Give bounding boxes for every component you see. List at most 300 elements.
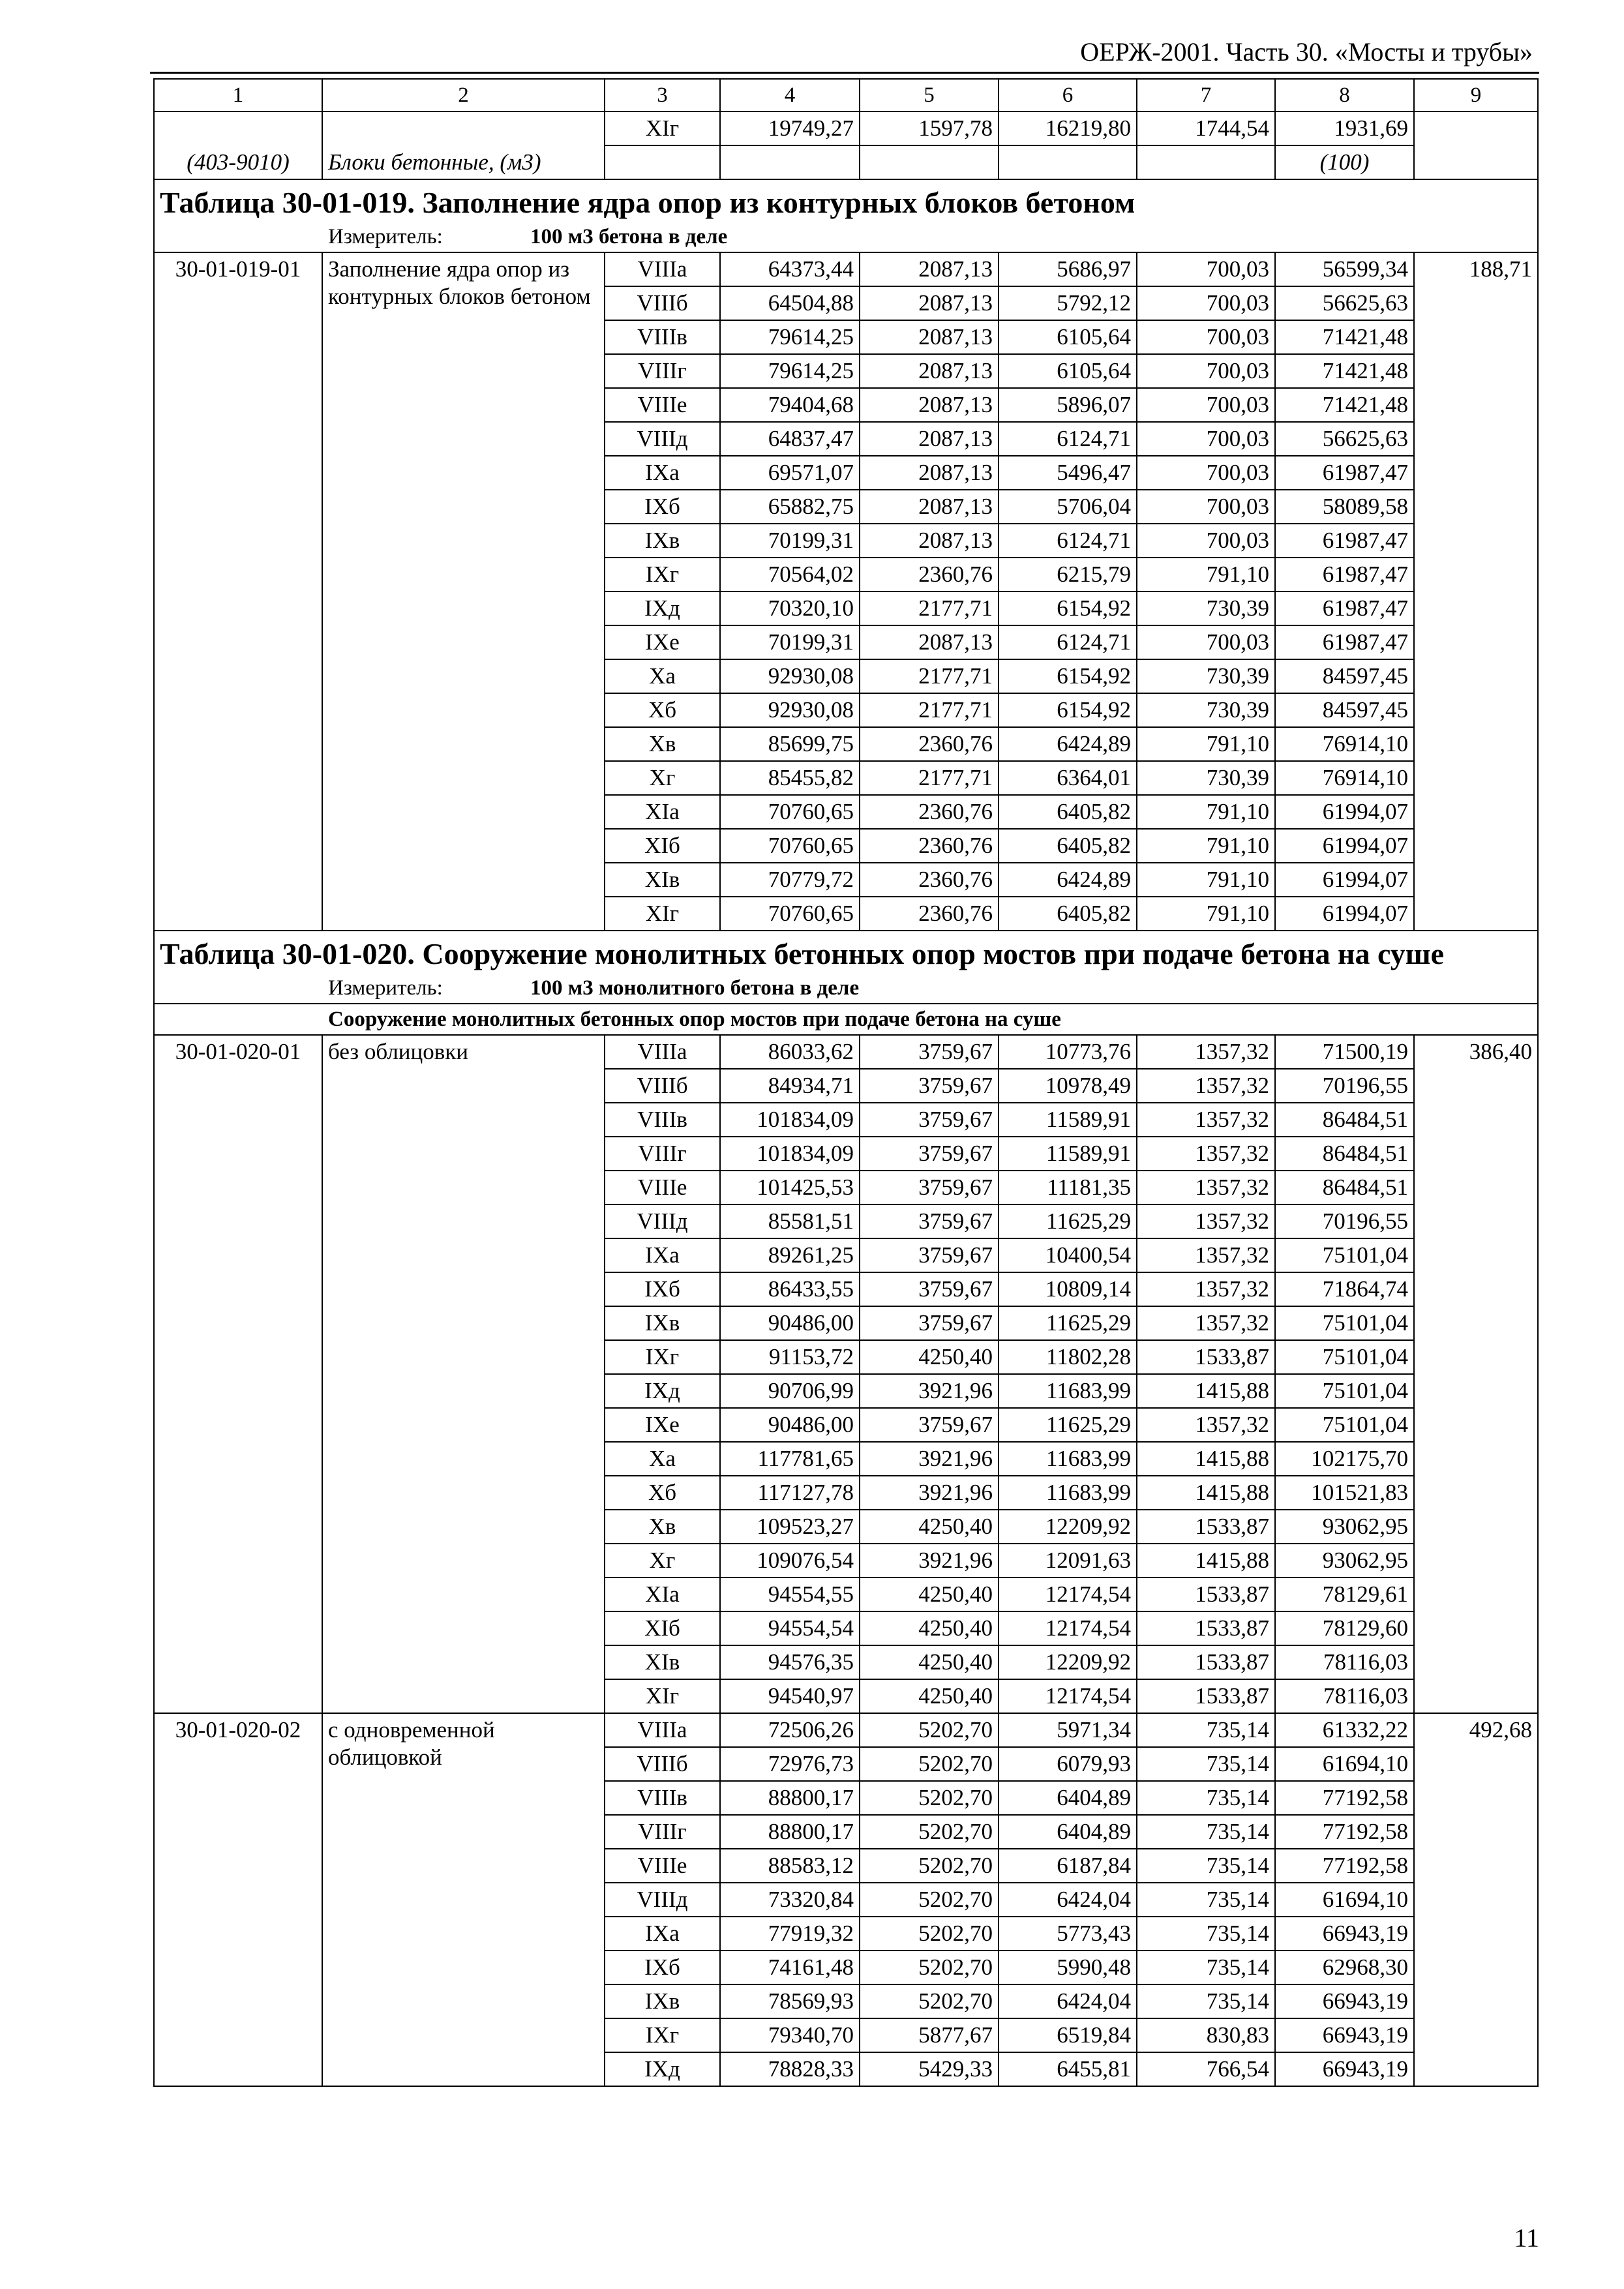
value-cell: 101834,09 [720,1137,860,1171]
value-cell: 77919,32 [720,1917,860,1951]
value-cell: 62968,30 [1275,1951,1414,1984]
value-cell: 5429,33 [860,2052,999,2086]
value-cell: 6519,84 [999,2018,1137,2052]
unit-row [154,973,1538,1004]
table-title-row [154,179,1538,222]
value-cell: 61987,47 [1275,456,1414,490]
value-cell: 766,54 [1137,2052,1275,2086]
value-cell: 830,83 [1137,2018,1275,2052]
value-cell: 10400,54 [999,1238,1137,1272]
value-cell: 791,10 [1137,897,1275,931]
zone-cell: VIIIв [605,1103,720,1137]
column-number: 7 [1137,79,1275,112]
value-cell: 61994,07 [1275,863,1414,897]
value-cell: 735,14 [1137,1883,1275,1917]
value-cell: 3759,67 [860,1204,999,1238]
value-cell: 6124,71 [999,625,1137,659]
column-9-cell: 386,40 [1414,1035,1538,1713]
value-cell: 5896,07 [999,388,1137,422]
value-cell: 77192,58 [1275,1815,1414,1849]
value-cell: 3759,67 [860,1238,999,1272]
value-cell: 70199,31 [720,625,860,659]
value-cell: 700,03 [1137,422,1275,456]
value-cell: 66943,19 [1275,1984,1414,2018]
value-cell: 6215,79 [999,558,1137,591]
value-cell: 735,14 [1137,1917,1275,1951]
value-cell: 10978,49 [999,1069,1137,1103]
value-cell: 102175,70 [1275,1442,1414,1476]
value-cell: 730,39 [1137,693,1275,727]
value-cell: 700,03 [1137,490,1275,524]
value-cell: 61694,10 [1275,1747,1414,1781]
value-cell: 3759,67 [860,1272,999,1306]
zone-cell: Xа [605,1442,720,1476]
value-cell: 66943,19 [1275,2052,1414,2086]
unit-line [154,973,1538,1004]
page-number: 11 [1514,2223,1539,2252]
value-cell: 791,10 [1137,727,1275,761]
zone-cell: Xв [605,727,720,761]
value-cell: 75101,04 [1275,1238,1414,1272]
value-cell: 3921,96 [860,1476,999,1510]
value-cell: 56625,63 [1275,286,1414,320]
zone-cell: Xг [605,761,720,795]
value-cell: 2360,76 [860,795,999,829]
zone-cell: IXа [605,456,720,490]
value-cell: 61994,07 [1275,829,1414,863]
value-cell: 70196,55 [1275,1069,1414,1103]
value-cell: 6154,92 [999,693,1137,727]
value-cell: 73320,84 [720,1883,860,1917]
unit-value: 100 м3 бетона в деле [530,225,728,248]
value-cell: 791,10 [1137,829,1275,863]
value-cell: 79404,68 [720,388,860,422]
value-cell: 5202,70 [860,1781,999,1815]
value-cell: 700,03 [1137,524,1275,558]
value-cell: 4250,40 [860,1510,999,1544]
value-cell: 735,14 [1137,1984,1275,2018]
zone-cell: Xб [605,693,720,727]
value-cell: 6105,64 [999,320,1137,354]
value-cell: 90706,99 [720,1374,860,1408]
value-cell: 66943,19 [1275,1917,1414,1951]
value-cell: 88800,17 [720,1815,860,1849]
zone-cell: Xа [605,659,720,693]
zone-cell: VIIIв [605,320,720,354]
value-cell: 1744,54 [1137,112,1275,145]
zone-cell: IXв [605,1984,720,2018]
value-cell: 1533,87 [1137,1679,1275,1713]
value-cell: 109523,27 [720,1510,860,1544]
zone-cell: VIIIд [605,422,720,456]
zone-cell: XIб [605,1611,720,1645]
value-cell: 76914,10 [1275,727,1414,761]
zone-cell: IXг [605,2018,720,2052]
value-cell: 84934,71 [720,1069,860,1103]
rate-name: Заполнение ядра опор из контурных блоков бетоном [322,252,605,931]
value-cell: 1357,32 [1137,1103,1275,1137]
value-cell: 4250,40 [860,1679,999,1713]
value-cell: 700,03 [1137,625,1275,659]
value-cell: 11625,29 [999,1204,1137,1238]
value-cell: 90486,00 [720,1408,860,1442]
value-cell: 12091,63 [999,1544,1137,1578]
value-cell: 3759,67 [860,1306,999,1340]
value-cell: 3759,67 [860,1103,999,1137]
column-number: 3 [605,79,720,112]
value-cell: 5706,04 [999,490,1137,524]
value-cell: 78116,03 [1275,1645,1414,1679]
value-cell: 76914,10 [1275,761,1414,795]
column-number: 9 [1414,79,1538,112]
value-cell: 74161,48 [720,1951,860,1984]
table-title: Таблица 30-01-020. Сооружение монолитных бетонных опор мостов при подаче бетона на суше [154,931,1538,973]
zone-cell: IXа [605,1917,720,1951]
value-cell: 5496,47 [999,456,1137,490]
table-row [154,112,1538,145]
zone-cell: XIв [605,1645,720,1679]
value-cell: 1357,32 [1137,1272,1275,1306]
value-cell: 4250,40 [860,1578,999,1611]
zone-cell: VIIIе [605,1849,720,1883]
value-cell: 78129,61 [1275,1578,1414,1611]
zone-cell: VIIIг [605,1815,720,1849]
value-cell: 70760,65 [720,829,860,863]
zone-cell: VIIIб [605,1747,720,1781]
value-cell: 6424,89 [999,727,1137,761]
zone-cell: XIг [605,1679,720,1713]
zone-cell: XIа [605,1578,720,1611]
value-cell: 6364,01 [999,761,1137,795]
value-cell: 1415,88 [1137,1442,1275,1476]
value-cell: 90486,00 [720,1306,860,1340]
unit-label: Измеритель: [328,225,443,248]
value-cell: 85455,82 [720,761,860,795]
value-cell: 58089,58 [1275,490,1414,524]
zone-cell: IXе [605,625,720,659]
value-cell: 72976,73 [720,1747,860,1781]
value-cell: 79614,25 [720,354,860,388]
zone-cell: IXд [605,2052,720,2086]
value-cell: 101521,83 [1275,1476,1414,1510]
value-cell: 70199,31 [720,524,860,558]
unit-row [154,222,1538,252]
value-cell: 70779,72 [720,863,860,897]
value-cell: 2177,71 [860,659,999,693]
unit-line [154,222,1538,252]
value-cell: 1597,78 [860,112,999,145]
value-cell: 11625,29 [999,1408,1137,1442]
value-cell: 78116,03 [1275,1679,1414,1713]
column-numbers-row [154,79,1538,112]
zone-cell: XIг [605,897,720,931]
value-cell: 70760,65 [720,897,860,931]
value-cell: 5202,70 [860,1951,999,1984]
value-cell: 2087,13 [860,320,999,354]
empty-cell [860,145,999,179]
value-cell: 4250,40 [860,1645,999,1679]
value-cell: 61987,47 [1275,558,1414,591]
unit-label: Измеритель: [328,976,443,1000]
value-cell: 117781,65 [720,1442,860,1476]
zone-cell: VIIIа [605,252,720,286]
value-cell: 92930,08 [720,659,860,693]
value-cell: 70196,55 [1275,1204,1414,1238]
value-cell: 700,03 [1137,286,1275,320]
value-cell: 71864,74 [1275,1272,1414,1306]
value-cell: 1415,88 [1137,1374,1275,1408]
value-cell: 2360,76 [860,829,999,863]
value-cell: 79340,70 [720,2018,860,2052]
section-row [154,1004,1538,1035]
value-cell: 70760,65 [720,795,860,829]
value-cell: 1415,88 [1137,1476,1275,1510]
value-cell: 735,14 [1137,1951,1275,1984]
value-cell: 64373,44 [720,252,860,286]
value-cell: 11683,99 [999,1476,1137,1510]
table-title: Таблица 30-01-019. Заполнение ядра опор из контурных блоков бетоном [154,179,1538,222]
value-cell: 109076,54 [720,1544,860,1578]
value-cell: 5202,70 [860,1849,999,1883]
value-cell: 3921,96 [860,1544,999,1578]
value-cell: 12209,92 [999,1645,1137,1679]
rate-name: без облицовки [322,1035,605,1713]
value-cell: 61994,07 [1275,897,1414,931]
value-cell: 85699,75 [720,727,860,761]
section-heading: Сооружение монолитных бетонных опор мостов при подаче бетона на суше [154,1004,1538,1035]
zone-cell: VIIIг [605,354,720,388]
value-cell: 61994,07 [1275,795,1414,829]
value-cell: 6079,93 [999,1747,1137,1781]
value-cell: 56599,34 [1275,252,1414,286]
value-cell: 2087,13 [860,625,999,659]
value-cell: 11181,35 [999,1171,1137,1204]
table-row [154,252,1538,286]
value-cell: 2087,13 [860,354,999,388]
table-row [154,1713,1538,1747]
value-cell: 61332,22 [1275,1713,1414,1747]
value-cell: 88583,12 [720,1849,860,1883]
value-cell: 6455,81 [999,2052,1137,2086]
value-cell: 1357,32 [1137,1171,1275,1204]
zone-cell: IXд [605,591,720,625]
value-cell: 72506,26 [720,1713,860,1747]
value-cell: 78569,93 [720,1984,860,2018]
value-cell: 1533,87 [1137,1510,1275,1544]
zone-cell: IXб [605,1951,720,1984]
column-9-cell: 492,68 [1414,1713,1538,2086]
header-rule [150,72,1539,74]
column-number: 8 [1275,79,1414,112]
value-cell: 735,14 [1137,1849,1275,1883]
value-cell: 11802,28 [999,1340,1137,1374]
value-cell: 5990,48 [999,1951,1137,1984]
value-cell: 6404,89 [999,1781,1137,1815]
zone-cell: XIа [605,795,720,829]
value-cell: 2360,76 [860,727,999,761]
value-cell: 94576,35 [720,1645,860,1679]
value-cell: 2087,13 [860,388,999,422]
zone-cell: VIIIг [605,1137,720,1171]
zone-cell: VIIIд [605,1883,720,1917]
unit-note: (100) [1275,145,1414,179]
value-cell: 93062,95 [1275,1510,1414,1544]
value-cell: 12174,54 [999,1578,1137,1611]
value-cell: 3759,67 [860,1171,999,1204]
zone-cell: VIIIе [605,388,720,422]
empty-cell [1137,145,1275,179]
value-cell: 6405,82 [999,829,1137,863]
value-cell: 5202,70 [860,1747,999,1781]
value-cell: 2177,71 [860,591,999,625]
value-cell: 2087,13 [860,456,999,490]
value-cell: 1533,87 [1137,1340,1275,1374]
value-cell: 1357,32 [1137,1408,1275,1442]
value-cell: 70320,10 [720,591,860,625]
value-cell: 1533,87 [1137,1611,1275,1645]
value-cell: 3921,96 [860,1442,999,1476]
value-cell: 700,03 [1137,252,1275,286]
value-cell: 77192,58 [1275,1781,1414,1815]
value-cell: 3759,67 [860,1137,999,1171]
value-cell: 75101,04 [1275,1408,1414,1442]
value-cell: 3759,67 [860,1408,999,1442]
zone-cell: IXб [605,490,720,524]
value-cell: 86433,55 [720,1272,860,1306]
value-cell: 70564,02 [720,558,860,591]
value-cell: 735,14 [1137,1815,1275,1849]
resource-name: Блоки бетонные, (м3) [322,112,605,179]
value-cell: 3759,67 [860,1069,999,1103]
value-cell: 4250,40 [860,1340,999,1374]
value-cell: 75101,04 [1275,1374,1414,1408]
value-cell: 5773,43 [999,1917,1137,1951]
empty-cell [605,145,720,179]
value-cell: 94540,97 [720,1679,860,1713]
value-cell: 11589,91 [999,1103,1137,1137]
zone-cell: IXв [605,1306,720,1340]
value-cell: 6424,04 [999,1883,1137,1917]
value-cell: 735,14 [1137,1781,1275,1815]
value-cell: 11683,99 [999,1374,1137,1408]
value-cell: 64504,88 [720,286,860,320]
value-cell: 730,39 [1137,591,1275,625]
value-cell: 12209,92 [999,1510,1137,1544]
value-cell: 117127,78 [720,1476,860,1510]
value-cell: 2087,13 [860,252,999,286]
value-cell: 1533,87 [1137,1578,1275,1611]
zone-cell: XIб [605,829,720,863]
value-cell: 6154,92 [999,591,1137,625]
value-cell: 700,03 [1137,456,1275,490]
value-cell: 5202,70 [860,1984,999,2018]
value-cell: 2087,13 [860,422,999,456]
value-cell: 71421,48 [1275,354,1414,388]
value-cell: 65882,75 [720,490,860,524]
value-cell: 94554,55 [720,1578,860,1611]
zone-cell: IXг [605,558,720,591]
value-cell: 101425,53 [720,1171,860,1204]
empty-cell [720,145,860,179]
zone-cell: VIIIе [605,1171,720,1204]
value-cell: 1357,32 [1137,1035,1275,1069]
value-cell: 84597,45 [1275,693,1414,727]
value-cell: 1357,32 [1137,1238,1275,1272]
value-cell: 6405,82 [999,897,1137,931]
value-cell: 2177,71 [860,761,999,795]
value-cell: 2087,13 [860,524,999,558]
value-cell: 66943,19 [1275,2018,1414,2052]
zone-cell: VIIIб [605,286,720,320]
zone-cell: XIв [605,863,720,897]
empty-cell [999,145,1137,179]
value-cell: 1415,88 [1137,1544,1275,1578]
value-cell: 5877,67 [860,2018,999,2052]
value-cell: 6424,89 [999,863,1137,897]
value-cell: 791,10 [1137,863,1275,897]
rate-code: 30-01-020-01 [154,1035,322,1713]
unit-value: 100 м3 монолитного бетона в деле [530,976,860,1000]
value-cell: 78129,60 [1275,1611,1414,1645]
value-cell: 2177,71 [860,693,999,727]
value-cell: 86484,51 [1275,1137,1414,1171]
rate-code: 30-01-020-02 [154,1713,322,2086]
value-cell: 6405,82 [999,795,1137,829]
value-cell: 56625,63 [1275,422,1414,456]
value-cell: 5971,34 [999,1713,1137,1747]
column-number: 2 [322,79,605,112]
zone-cell: VIIIд [605,1204,720,1238]
value-cell: 85581,51 [720,1204,860,1238]
value-cell: 1357,32 [1137,1306,1275,1340]
table-title-row [154,931,1538,973]
value-cell: 6124,71 [999,524,1137,558]
value-cell: 78828,33 [720,2052,860,2086]
value-cell: 86484,51 [1275,1103,1414,1137]
value-cell: 5202,70 [860,1713,999,1747]
value-cell: 12174,54 [999,1679,1137,1713]
zone-cell: Xг [605,1544,720,1578]
zone-cell: IXе [605,1408,720,1442]
value-cell: 19749,27 [720,112,860,145]
value-cell: 6154,92 [999,659,1137,693]
value-cell: 86484,51 [1275,1171,1414,1204]
value-cell: 88800,17 [720,1781,860,1815]
value-cell: 64837,47 [720,422,860,456]
zone-cell: IXа [605,1238,720,1272]
value-cell: 2360,76 [860,558,999,591]
value-cell: 5792,12 [999,286,1137,320]
column-number: 5 [860,79,999,112]
zone-cell: VIIIа [605,1035,720,1069]
value-cell: 1533,87 [1137,1645,1275,1679]
column-9-cell [1414,112,1538,179]
value-cell: 101834,09 [720,1103,860,1137]
value-cell: 12174,54 [999,1611,1137,1645]
value-cell: 91153,72 [720,1340,860,1374]
rates-table [153,78,1539,2087]
column-number: 6 [999,79,1137,112]
zone-cell: IXг [605,1340,720,1374]
zone-cell: VIIIв [605,1781,720,1815]
value-cell: 1357,32 [1137,1137,1275,1171]
value-cell: 735,14 [1137,1713,1275,1747]
value-cell: 3759,67 [860,1035,999,1069]
value-cell: 11589,91 [999,1137,1137,1171]
value-cell: 71421,48 [1275,388,1414,422]
zone-cell: IXд [605,1374,720,1408]
value-cell: 69571,07 [720,456,860,490]
